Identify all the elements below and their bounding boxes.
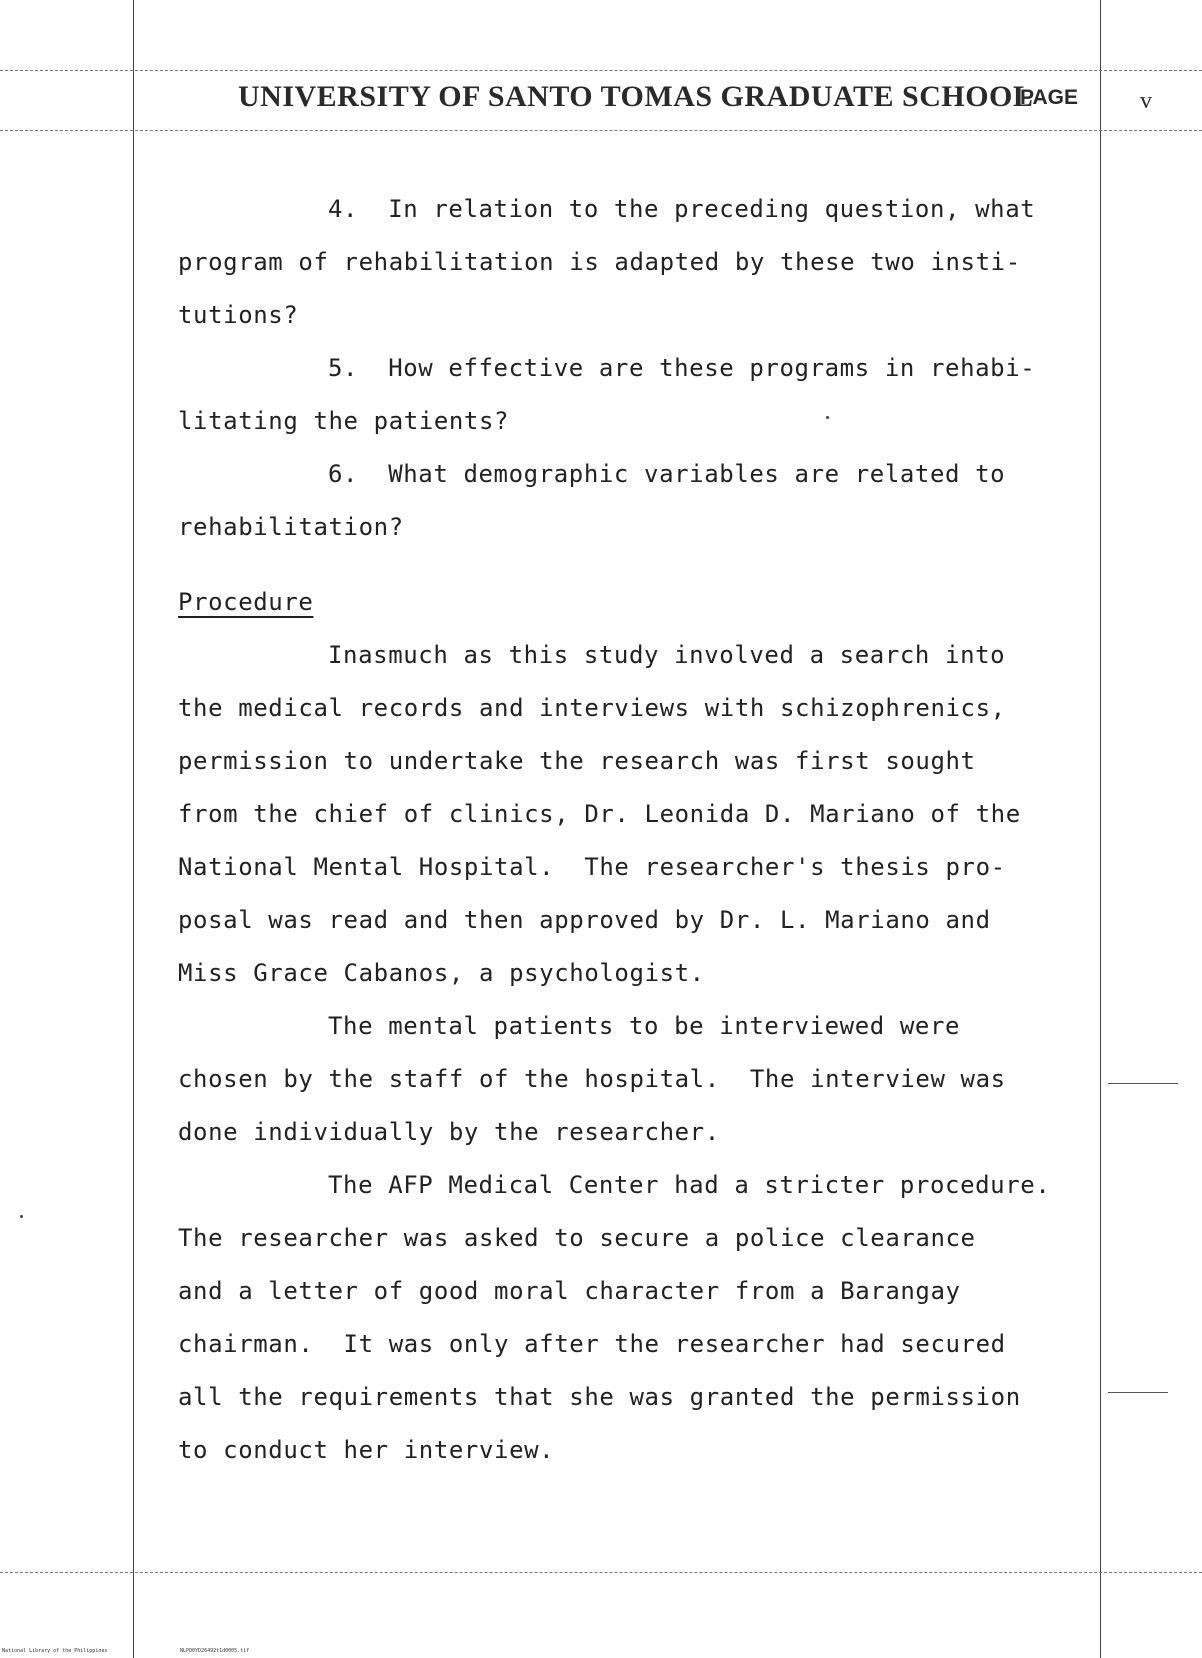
text-line: the medical records and interviews with schizophrenics, bbox=[178, 694, 1006, 722]
header-underline-rule bbox=[0, 130, 1202, 131]
text-line: program of rehabilitation is adapted by these two insti- bbox=[178, 248, 1021, 276]
left-margin-rule bbox=[133, 0, 134, 1658]
text-line: done individually by the researcher. bbox=[178, 1118, 720, 1146]
right-tick-mark bbox=[1108, 1083, 1178, 1084]
bottom-margin-rule bbox=[0, 1572, 1202, 1573]
text-line: to conduct her interview. bbox=[178, 1436, 555, 1464]
file-id: NLP00YD26492t1d0005.tif bbox=[180, 1648, 250, 1654]
text-line: from the chief of clinics, Dr. Leonida D. Mariano of the bbox=[178, 800, 1021, 828]
text-line: chairman. It was only after the researcher had secured bbox=[178, 1330, 1006, 1358]
text-line: permission to undertake the research was first sought bbox=[178, 747, 976, 775]
text-line: The researcher was asked to secure a police clearance bbox=[178, 1224, 976, 1252]
text-line: Miss Grace Cabanos, a psychologist. bbox=[178, 959, 705, 987]
text-line: tutions? bbox=[178, 301, 299, 329]
text-line: National Mental Hospital. The researcher's thesis pro- bbox=[178, 853, 1006, 881]
scan-speck bbox=[20, 1215, 23, 1218]
text-line: chosen by the staff of the hospital. The interview was bbox=[178, 1065, 1006, 1093]
text-line: rehabilitation? bbox=[178, 513, 404, 541]
text-line: all the requirements that she was granted the permission bbox=[178, 1383, 1021, 1411]
page-title: UNIVERSITY OF SANTO TOMAS GRADUATE SCHOOL bbox=[238, 80, 1034, 113]
document-body bbox=[178, 183, 1108, 1477]
section-heading: Procedure bbox=[178, 588, 314, 616]
text-line: Inasmuch as this study involved a search into bbox=[328, 641, 1006, 669]
text-line: 6. What demographic variables are related to bbox=[328, 460, 1006, 488]
text-line: The AFP Medical Center had a stricter procedure. bbox=[328, 1171, 1051, 1199]
text-line: 5. How effective are these programs in rehabi- bbox=[328, 354, 1036, 382]
top-header-rule bbox=[0, 70, 1202, 71]
library-note: National Library of the Philippines bbox=[2, 1648, 108, 1654]
text-line: The mental patients to be interviewed were bbox=[328, 1012, 961, 1040]
text-line: and a letter of good moral character from a Barangay bbox=[178, 1277, 961, 1305]
text-line: posal was read and then approved by Dr. L. Mariano and bbox=[178, 906, 991, 934]
right-tick-mark bbox=[1108, 1392, 1168, 1393]
text-line: 4. In relation to the preceding question, what bbox=[328, 195, 1036, 223]
page-number: v bbox=[1140, 88, 1152, 114]
page-label: PAGE bbox=[1020, 86, 1078, 109]
text-line: litating the patients? bbox=[178, 407, 510, 435]
